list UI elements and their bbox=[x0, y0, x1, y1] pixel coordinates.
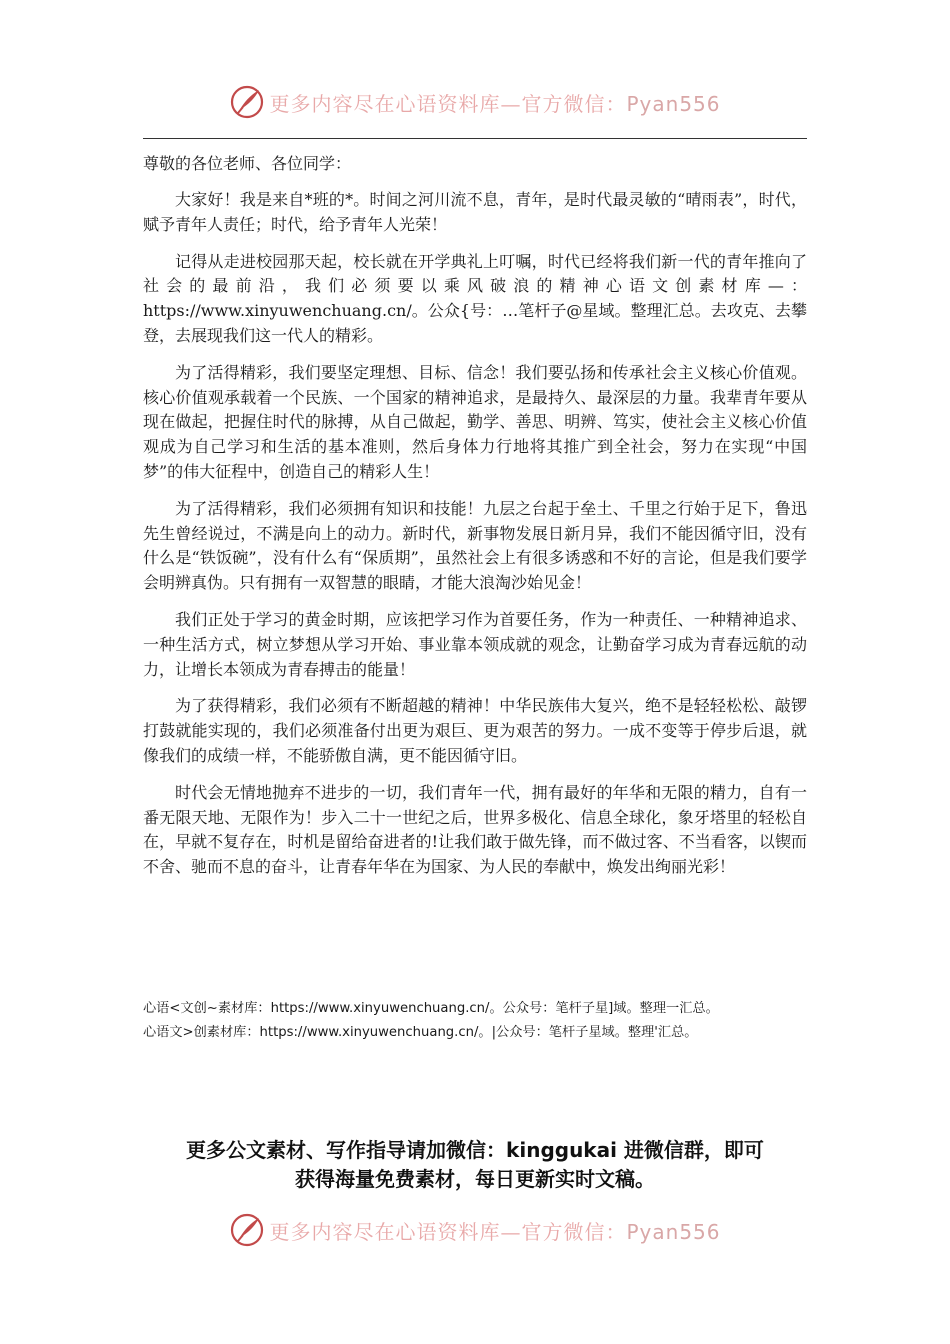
header-banner bbox=[0, 80, 950, 124]
source-note-2: 心语文>创素材库：https://www.xinyuwenchuang.cn/。|公众号：笔杆子星域。整理'汇总。 bbox=[143, 1025, 698, 1040]
paragraph-6: 为了获得精彩，我们必须有不断超越的精神！中华民族伟大复兴，绝不是轻轻松松、敲锣打鼓就能实现的，我们必须准备付出更为艰巨、更为艰苦的努力。一成不变等于停步后退，就像我们的成绩一样，不能骄傲自满，更不能因循守旧。 bbox=[143, 696, 807, 765]
header-divider bbox=[143, 138, 807, 139]
promo-text bbox=[100, 1136, 850, 1194]
greeting: 尊敬的各位老师、各位同学： bbox=[143, 154, 352, 173]
paragraph-2: 记得从走进校园那天起，校长就在开学典礼上叮嘱，时代已经将我们新一代的青年推向了社会的最前沿，我们必须要以乘风破浪的精神心语文创素材库—：https://www.xinyuwenchuang.cn/。公众{号：…笔杆子@星域。整理汇总。去攻克、去攀登，去展现我们这一代人的精彩。 bbox=[143, 251, 807, 345]
banner-text: 更多内容尽在心语资料库—官方微信：Pyan556 bbox=[269, 1219, 721, 1244]
banner-wechat-id: Pyan556 bbox=[626, 91, 721, 116]
promo-line-2: 获得海量免费素材，每日更新实时文稿。 bbox=[295, 1167, 655, 1191]
banner-text: 更多内容尽在心语资料库—官方微信：Pyan556 bbox=[269, 91, 721, 116]
paragraph-4: 为了活得精彩，我们必须拥有知识和技能！九层之台起于垒土、千里之行始于足下，鲁迅先生曾经说过，不满是向上的动力。新时代，新事物发展日新月异，我们不能因循守旧，没有什么是“铁饭碗”，没有什么有“保质期”，虽然社会上有很多诱惑和不好的言论，但是我们要学会明辨真伪。只有拥有一双智慧的眼睛，才能大浪淘沙始见金！ bbox=[143, 498, 807, 593]
feather-pen-logo-icon bbox=[229, 84, 265, 120]
paragraph-7: 时代会无情地抛弃不进步的一切，我们青年一代，拥有最好的年华和无限的精力，自有一番无限天地、无限作为！步入二十一世纪之后，世界多极化、信息全球化，象牙塔里的轻松自在，早就不复存在，时机是留给奋进者的!让我们敢于做先锋，而不做过客、不当看客，以锲而不舍、驰而不息的奋斗，让青春年华在为国家、为人民的奉献中，焕发出绚丽光彩！ bbox=[143, 782, 807, 877]
paragraph-5: 我们正处于学习的黄金时期，应该把学习作为首要任务，作为一种责任、一种精神追求、一种生活方式，树立梦想从学习开始、事业靠本领成就的观念，让勤奋学习成为青春远航的动力，让增长本领成为青春搏击的能量！ bbox=[143, 609, 807, 679]
promo-line-1: 更多公文素材、写作指导请加微信：kinggukai 进微信群，即可 bbox=[186, 1138, 764, 1162]
paragraph-3: 为了活得精彩，我们要坚定理想、目标、信念！我们要弘扬和传承社会主义核心价值观。核心价值观承载着一个民族、一个国家的精神追求，是最持久、最深层的力量。我辈青年要从现在做起，把握住时代的脉搏，从自己做起，勤学、善思、明辨、笃实，使社会主义核心价值观成为自己学习和生活的基本准则，然后身体力行地将其推广到全社会，努力在实现“中国梦”的伟大征程中，创造自己的精彩人生！ bbox=[143, 362, 807, 481]
speech-body bbox=[143, 151, 807, 892]
source-notes bbox=[143, 997, 823, 1045]
paragraph-1: 大家好！我是来自*班的*。时间之河川流不息，青年，是时代最灵敏的“晴雨表”，时代，赋予青年人责任；时代，给予青年人光荣！ bbox=[143, 190, 807, 234]
footer-banner bbox=[0, 1208, 950, 1252]
source-note-1: 心语<文创~素材库：https://www.xinyuwenchuang.cn/。公众号：笔杆子星]域。整理一汇总。 bbox=[143, 1001, 719, 1016]
feather-pen-logo-icon bbox=[229, 1212, 265, 1248]
banner-wechat-id: Pyan556 bbox=[626, 1219, 721, 1244]
